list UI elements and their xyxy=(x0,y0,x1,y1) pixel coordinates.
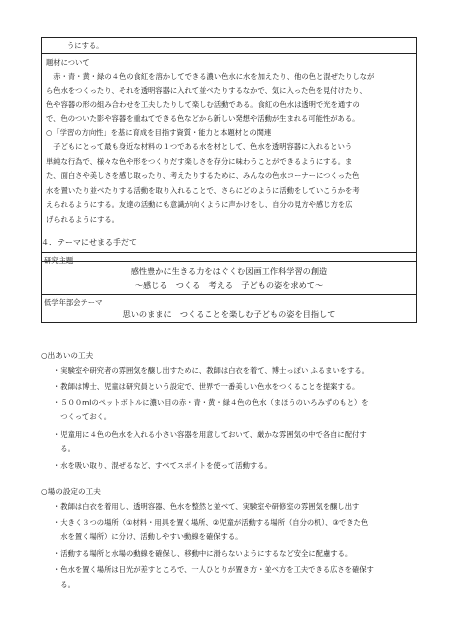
venue-item-4: ・色水を置く場所は日光が差すところで、一人ひとりが置き方・並べ方を工夫できる広さを確保す xyxy=(53,565,374,574)
venue-item-1: ・教師は白衣を着用し、透明容器、色水を整然と並べて、実験室や研修室の雰囲気を醸し出す xyxy=(53,502,360,511)
encounter-item-3: ・５００mlのペットボトルに濃い目の赤・青・黄・緑４色の色水（まほうのいろみずのもと）を xyxy=(53,398,369,407)
box-line-11: えられるようにする。友達の活動にも意識が向くように声かけをし、自分の見方や感じ方を広 xyxy=(46,200,353,209)
venue-item-4b: る。 xyxy=(53,580,75,589)
encounter-item-1: ・実験室や研究者の雰囲気を醸し出すために、教師は白衣を着て、博士っぽい ふるまいをする。 xyxy=(53,366,369,375)
encounter-item-2: ・教師は博士、児童は研究員という設定で、世界で一番美しい色水をつくることを提案する。 xyxy=(53,382,360,391)
venue-item-3: ・活動する場所と水場の動線を確保し、移動中に滑らないようにするなど安全に配慮する。 xyxy=(53,549,353,558)
box-line-0: うにする。 xyxy=(67,41,104,50)
venue-heading: ○場の設定の工夫 xyxy=(41,487,101,496)
box-line-3: ら色水をつくったり、それを透明容器に入れて並べたりするなかで、気に入った色を見付けたり、 xyxy=(46,86,367,95)
encounter-item-3b: つくっておく。 xyxy=(53,412,112,421)
box-line-1: 題材について xyxy=(46,58,90,67)
venue-item-2: ・大きく３つの場所（①材料・用具を置く場所、②児童が活動する場所（自分の机）、③できた色 xyxy=(53,518,369,527)
box-line-9: た、面白さや美しさを感じ取ったり、考えたりするために、みんなの色水コーナーにつくった色 xyxy=(46,171,360,180)
encounter-item-5: ・水を吸い取り、混ぜるなど、すべてスポイトを使って活動する。 xyxy=(53,461,272,470)
box-line-6: ○「学習の方向性」を基に育成を目指す資質・能力と本題材との関連 xyxy=(46,128,272,137)
box-line-10: 水を置いたり並べたりする活動を取り入れることで、さらにどのように活動をしていこうかを考 xyxy=(46,186,360,195)
research-theme-line2: ～感じる つくる 考える 子どもの姿を求めて～ xyxy=(134,280,324,290)
subcommittee-theme-label: 低学年部会テーマ xyxy=(44,298,103,307)
encounter-item-4b: る。 xyxy=(53,444,75,453)
encounter-item-4: ・児童用に４色の色水を入れる小さい容器を用意しておいて、厳かな雰囲気の中で各自に配付す xyxy=(53,430,367,439)
box-line-12: げられるようにする。 xyxy=(46,215,119,224)
box-line-8: 単純な行為で、様々な色や形をつくりだす楽しさを存分に味わうことができるようにする。ま xyxy=(46,157,353,166)
box-line-7: 子どもにとって最も身近な材料の１つである水を材として、色水を透明容器に入れるという xyxy=(46,142,353,151)
encounter-heading: ○出あいの工夫 xyxy=(41,351,94,360)
venue-item-2b: 水を置く場所）に分け、活動しやすい動線を確保する。 xyxy=(53,532,243,541)
continuation-divider xyxy=(41,53,417,54)
box-line-2: 赤・青・黄・緑の４色の食紅を溶かしてできる濃い色水に水を加えたり、他の色と混ぜたりしなが xyxy=(46,72,375,81)
box-line-4: 色や容器の形の組み合わせを工夫したりして楽しむ活動である。食紅の色水は透明で光を通すの xyxy=(46,100,360,109)
box-line-5: で、色のついた影や容器を重ねてできる色などから新しい発想や活動が生まれる可能性がある。 xyxy=(46,114,360,123)
research-theme-line1: 感性豊かに生きる力をはぐくむ図画工作科学習の創造 xyxy=(130,266,328,276)
research-theme-label: 研究主題 xyxy=(44,256,74,265)
section-4-title: ４．テーマにせまる手だて xyxy=(41,238,137,247)
subcommittee-theme-line1: 思いのままに つくることを楽しむ子どもの姿を目指して xyxy=(122,309,336,319)
